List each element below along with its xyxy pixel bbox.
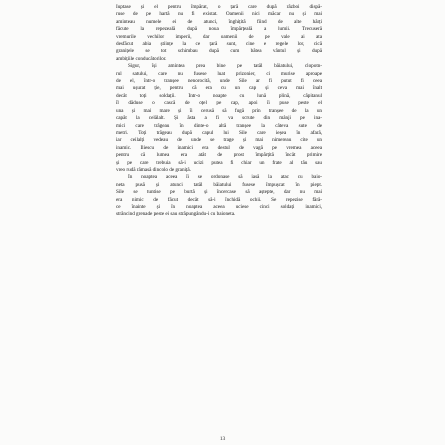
- text-line: metri. Toți trăgeau după capul lui Sile care ieșea în afară,: [116, 129, 322, 136]
- text-line: pentru că lumea era atât de prost împărțită încât primire: [116, 152, 322, 159]
- page-number: 13: [219, 436, 226, 442]
- text-line: de el, într-o tranșee nenorocită, unde Sile ar fi putut fi ceea: [116, 78, 322, 85]
- text-line: ce înainte și în noaptea aceea uciese cinci soldați inamici,: [116, 203, 322, 210]
- text-line: Sile se tuntise pe burtă și încercase să aștepte, dar nu mai: [116, 189, 322, 196]
- paragraph: [116, 4, 322, 63]
- text-line: ruse de pe hartă nu fi existat. Oamenii nici măcar nu și mai: [116, 11, 322, 18]
- text-line: străncind grenade peste ei sau străpungându-i cu baioneta.: [116, 211, 236, 218]
- paragraph: [116, 63, 322, 174]
- text-line: desfăcut abia științe la ce țară sunt, cine e regele lor, cică: [116, 41, 322, 48]
- text-line: Iuptase și el pentru împărat, o țară care după război dispă-: [116, 4, 322, 10]
- text-line: rul satului, care nu fusese luat prizonier, ci murise aproape: [116, 70, 322, 77]
- text-line: mici care trăgeau în dinte-o altă tranșee la câteva sute de: [116, 122, 322, 129]
- paragraph: [116, 174, 322, 218]
- text-line: mai ușurat ție, pentru că era cu un cap și ceva mai înalt: [116, 85, 322, 92]
- text-line: ambițiile conducătorilor.: [116, 55, 167, 62]
- text-line: aminteau numele ei de atunci, înghițită fiind de alte hărți: [116, 18, 322, 25]
- text-line: și pe care trebuia să-i ucizi putea fi chiar un frate al tău sau: [116, 159, 322, 166]
- text-line: una și mai mare și îi cerusă să fugă prin tranșee de la un: [116, 107, 322, 114]
- text-line: îl dăduse o cască de oțel pe cap, apoi îi puse peste el: [116, 100, 322, 107]
- text-line: vreo rudă rămasă dincolo de graniță.: [116, 166, 191, 173]
- body-text: [116, 4, 322, 219]
- text-line: vremurile vechilor imperii, dar oamenii de pe vale ai ata: [116, 33, 322, 40]
- text-line: granițele se tot schimbau după cum bătea vântul și după: [116, 48, 322, 55]
- text-line: decât toți soldații. Într-o noapte cu lună plină, căpitanul: [116, 92, 322, 99]
- text-line: neta pusă și atunci tatăl băiatului fusese împușcat în piept.: [116, 181, 322, 188]
- text-line: capăt la celălalt. Și ăsta a fi va scrute din mânji pe ina-: [116, 115, 322, 122]
- text-line: inamic. Iliescu de inamici era destul de vagă pe vremea aceea: [116, 144, 322, 151]
- text-line: era nimic de făcut decât să-i închidă ochii. Se repezise fără-: [116, 196, 322, 203]
- text-line: iar ceilalți vedeau de unde se trage și mai nimereau cite un: [116, 137, 322, 144]
- text-line: făcute la repezeală după noua împărțeală a lumii. Trecuseră: [116, 26, 322, 33]
- text-line: Sigur, își amintea prea bine pe tatăl băiatului, clopotn-: [128, 63, 322, 70]
- text-line: În noaptea aceea îi se ordonase să iasă la atac cu baio-: [128, 174, 322, 181]
